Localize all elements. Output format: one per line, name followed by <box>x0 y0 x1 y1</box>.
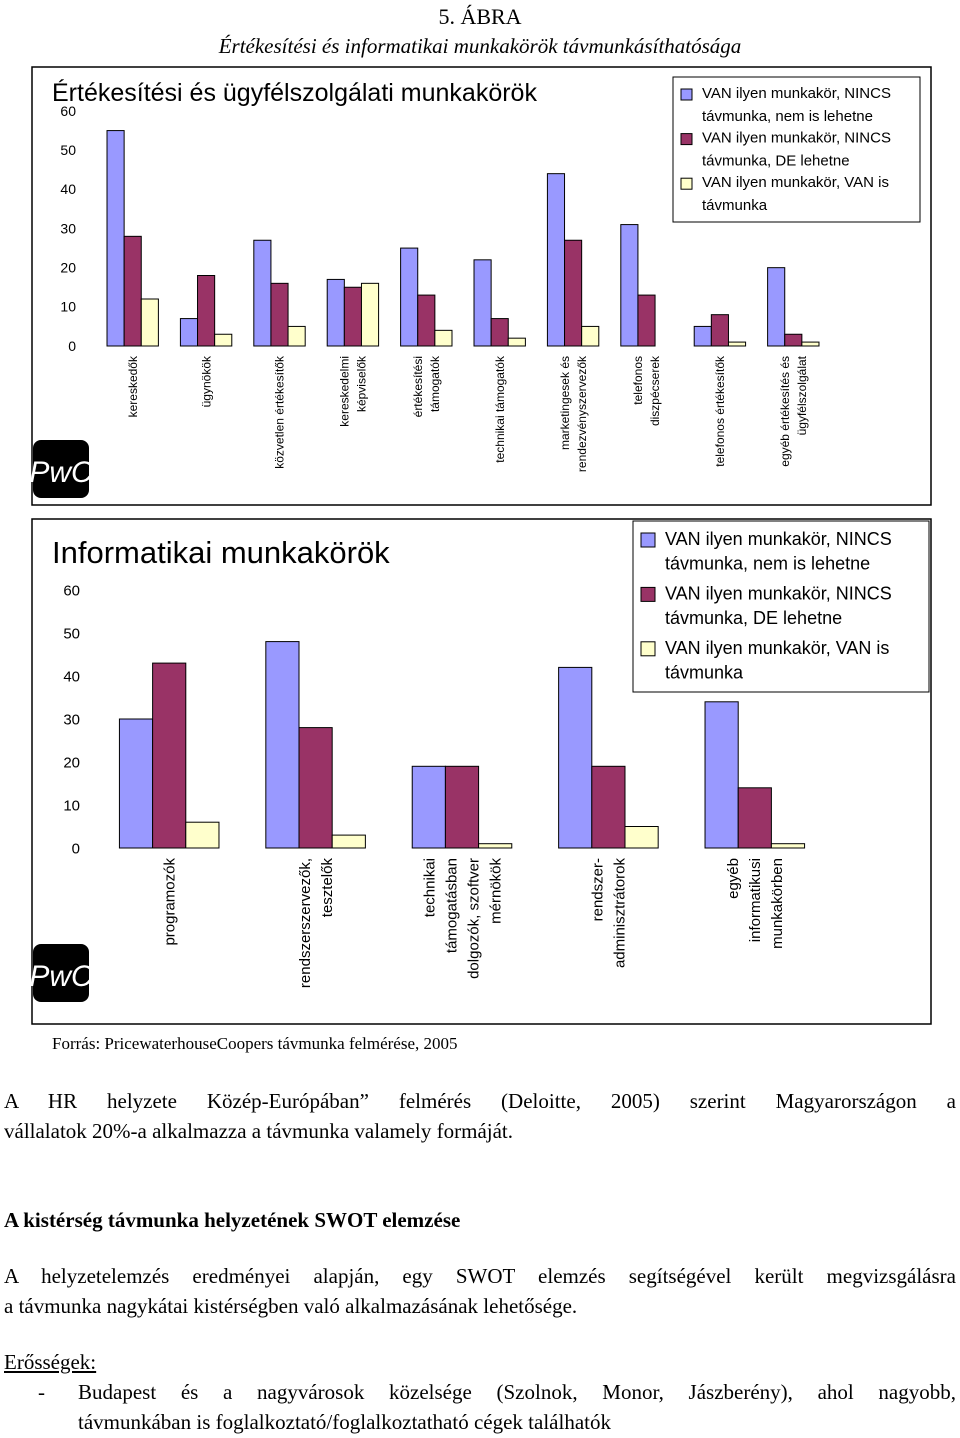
pwc-logo-text: PwC <box>29 960 93 993</box>
y-tick-label: 20 <box>63 754 80 772</box>
bar <box>266 642 299 848</box>
bar <box>119 719 152 848</box>
bar <box>271 283 288 346</box>
bar <box>479 844 512 848</box>
category-label: telefonos értékesítők <box>713 356 728 467</box>
bar <box>401 248 418 346</box>
legend-label: VAN ilyen munkakör, NINCS <box>665 529 892 549</box>
legend-swatch <box>681 178 692 189</box>
bar <box>728 342 745 346</box>
bullet-dash: - <box>38 1380 45 1404</box>
bar <box>141 299 158 346</box>
chart-title: Informatikai munkakörök <box>52 535 390 570</box>
legend-swatch <box>641 533 655 547</box>
y-tick-label: 0 <box>68 337 76 354</box>
y-tick-label: 40 <box>60 181 76 198</box>
bar <box>361 283 378 346</box>
bullet-1-line-1: Budapest és a nagyvárosok közelsége (Szolnok, Monor, Jászberény), ahol nagyobb, <box>78 1380 956 1404</box>
bar <box>625 827 658 849</box>
category-label: adminisztrátorok <box>611 858 629 969</box>
category-label: egyéb értékesítés és <box>778 356 792 467</box>
bar <box>180 319 197 346</box>
bar <box>254 240 271 346</box>
category-label: kereskedelmi <box>337 356 352 427</box>
bar <box>153 663 186 848</box>
bar <box>288 326 305 346</box>
bar <box>705 702 738 848</box>
y-tick-label: 20 <box>60 259 76 276</box>
category-label: rendszerszervezők, <box>296 858 314 989</box>
bar <box>802 342 819 346</box>
bar <box>559 667 592 848</box>
y-tick-label: 10 <box>63 797 80 815</box>
category-label: támogatók <box>428 356 442 413</box>
bar <box>332 835 365 848</box>
legend-swatch <box>641 587 655 601</box>
legend-label: VAN ilyen munkakör, NINCS <box>665 583 892 604</box>
bar <box>771 844 804 848</box>
category-label: munkakörben <box>769 858 787 949</box>
legend-label: VAN ilyen munkakör, VAN is <box>702 174 890 192</box>
legend-swatch <box>681 134 692 145</box>
category-label: marketingesek és <box>557 356 572 451</box>
bar <box>785 334 802 346</box>
y-tick-label: 40 <box>63 668 80 686</box>
paragraph-1-line-2: vállalatok 20%-a alkalmazza a távmunka valamely formáját. <box>4 1119 514 1143</box>
category-label: közvetlen értékesítők <box>272 356 287 469</box>
bar <box>508 338 525 346</box>
category-label: telefonos <box>631 356 646 405</box>
paragraph-2-line-2: a távmunka nagykátai kistérségben való alkalmazásának lehetősége. <box>4 1294 578 1318</box>
pwc-logo-text: PwC <box>29 456 93 489</box>
y-tick-label: 10 <box>60 298 76 315</box>
bar <box>327 279 344 346</box>
category-label: dolgozók, szoftver <box>465 858 483 979</box>
bar <box>738 788 771 848</box>
legend-label: távmunka, DE lehetne <box>665 608 843 629</box>
bar <box>711 315 728 346</box>
category-label: támogatásban <box>443 858 461 954</box>
category-label: mérnökök <box>487 858 505 924</box>
category-label: ügyfélszolgálat <box>795 356 809 436</box>
source-note: Forrás: PricewaterhouseCoopers távmunka felmérése, 2005 <box>52 1034 458 1053</box>
y-tick-label: 30 <box>63 711 80 729</box>
paragraph-2-line-1: A helyzetelemzés eredményei alapján, egy SWOT elemzés segítségével került megvizsgálásra <box>4 1264 956 1288</box>
legend-label: VAN ilyen munkakör, VAN is <box>665 637 890 658</box>
chart-title: Értékesítési és ügyfélszolgálati munkakörök <box>52 79 537 107</box>
category-label: rendszer- <box>589 858 607 922</box>
bar <box>186 822 219 848</box>
legend-swatch <box>641 642 655 656</box>
bar <box>638 295 655 346</box>
category-label: technikai <box>421 858 439 918</box>
legend-label: távmunka <box>702 197 768 214</box>
legend-label: távmunka <box>665 662 744 683</box>
strengths-label: Erősségek: <box>4 1350 97 1374</box>
bar <box>299 728 332 848</box>
bar <box>418 295 435 346</box>
category-label: rendezvényszervezők <box>574 356 589 473</box>
bar <box>621 225 638 346</box>
bar <box>592 766 625 848</box>
category-label: tesztelők <box>318 858 336 918</box>
category-label: kereskedők <box>125 356 140 418</box>
legend-swatch <box>681 89 692 100</box>
bar <box>215 334 232 346</box>
bar <box>445 766 478 848</box>
figure-subtitle: Értékesítési és informatikai munkakörök távmunkásíthatósága <box>218 34 742 58</box>
bar <box>124 236 141 346</box>
figure-title: 5. ÁBRA <box>438 4 522 29</box>
bar <box>435 330 452 346</box>
y-tick-label: 0 <box>71 840 80 858</box>
legend-label: VAN ilyen munkakör, NINCS <box>702 129 891 147</box>
y-tick-label: 30 <box>60 220 76 237</box>
bar <box>412 766 445 848</box>
paragraph-1-line-1: A HR helyzete Közép-Európában” felmérés (Deloitte, 2005) szerint Magyarországon a <box>4 1089 956 1113</box>
bar <box>768 268 785 346</box>
section-heading: A kistérség távmunka helyzetének SWOT elemzése <box>4 1208 461 1232</box>
y-tick-label: 50 <box>60 142 76 159</box>
bar <box>582 326 599 346</box>
bar <box>107 131 124 346</box>
category-label: diszpécserek <box>648 356 663 427</box>
legend-label: távmunka, nem is lehetne <box>702 107 873 125</box>
legend-label: távmunka, nem is lehetne <box>665 553 871 574</box>
category-label: egyéb <box>725 858 743 899</box>
bar <box>344 287 361 346</box>
category-label: képviselők <box>354 356 369 413</box>
category-label: értékesítési <box>411 356 425 418</box>
legend-label: távmunka, DE lehetne <box>702 152 850 170</box>
category-label: technikai támogatók <box>492 356 507 463</box>
category-label: programozók <box>161 858 179 946</box>
category-label: ügynökök <box>199 356 214 408</box>
bar <box>694 326 711 346</box>
y-tick-label: 50 <box>63 625 80 643</box>
bar <box>547 174 564 346</box>
bar <box>491 319 508 346</box>
category-label: informatikusi <box>747 858 765 943</box>
y-tick-label: 60 <box>63 582 80 600</box>
y-tick-label: 60 <box>60 102 76 119</box>
bar <box>565 240 582 346</box>
bar <box>474 260 491 346</box>
bullet-1-line-2: távmunkában is foglalkoztató/foglalkoztatható cégek találhatók <box>78 1410 611 1434</box>
sales-chart <box>29 67 931 505</box>
legend-label: VAN ilyen munkakör, NINCS <box>702 85 891 102</box>
it-chart <box>29 519 931 1024</box>
bar <box>198 276 215 347</box>
